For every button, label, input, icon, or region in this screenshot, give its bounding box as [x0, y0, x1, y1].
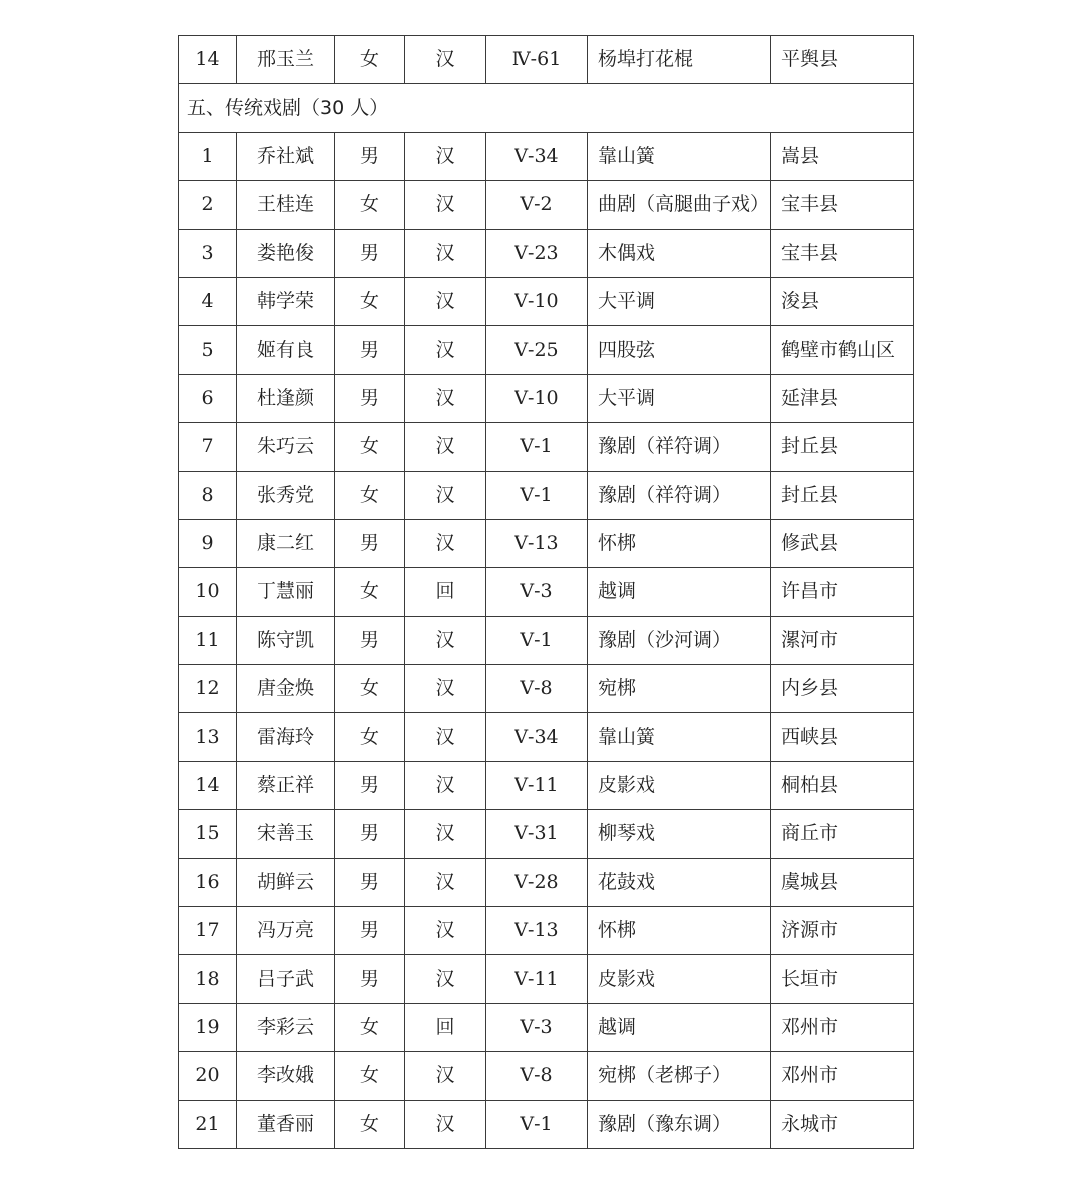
- cell-code: Ⅴ-10: [486, 277, 588, 325]
- cell-code: Ⅴ-13: [486, 907, 588, 955]
- cell-project: 花鼓戏: [588, 858, 771, 906]
- section-row: [179, 84, 914, 132]
- cell-project: 靠山簧: [588, 713, 771, 761]
- cell-gender: 女: [335, 713, 405, 761]
- cell-no: 13: [179, 713, 237, 761]
- cell-project: 越调: [588, 1003, 771, 1051]
- cell-name: 李彩云: [237, 1003, 335, 1051]
- cell-ethnicity: 汉: [405, 277, 486, 325]
- table-row: [179, 858, 914, 906]
- cell-project: 大平调: [588, 277, 771, 325]
- cell-project: 四股弦: [588, 326, 771, 374]
- cell-gender: 女: [335, 1100, 405, 1148]
- cell-project: 杨埠打花棍: [588, 36, 771, 84]
- cell-no: 19: [179, 1003, 237, 1051]
- cell-name: 娄艳俊: [237, 229, 335, 277]
- table-row: [179, 519, 914, 567]
- table-row: [179, 955, 914, 1003]
- cell-gender: 男: [335, 955, 405, 1003]
- cell-ethnicity: 汉: [405, 616, 486, 664]
- cell-no: 12: [179, 665, 237, 713]
- cell-gender: 女: [335, 277, 405, 325]
- cell-region: 延津县: [771, 374, 914, 422]
- cell-code: Ⅴ-2: [486, 181, 588, 229]
- table-row: [179, 1052, 914, 1100]
- cell-code: Ⅴ-8: [486, 665, 588, 713]
- cell-gender: 男: [335, 907, 405, 955]
- cell-no: 20: [179, 1052, 237, 1100]
- cell-gender: 女: [335, 423, 405, 471]
- cell-region: 宝丰县: [771, 229, 914, 277]
- table-row: [179, 471, 914, 519]
- cell-ethnicity: 汉: [405, 132, 486, 180]
- cell-project: 宛梆: [588, 665, 771, 713]
- cell-ethnicity: 汉: [405, 229, 486, 277]
- table-row: [179, 1100, 914, 1148]
- cell-no: 3: [179, 229, 237, 277]
- table-row: [179, 1003, 914, 1051]
- cell-gender: 男: [335, 810, 405, 858]
- cell-gender: 女: [335, 471, 405, 519]
- cell-name: 雷海玲: [237, 713, 335, 761]
- cell-region: 商丘市: [771, 810, 914, 858]
- cell-region: 修武县: [771, 519, 914, 567]
- cell-name: 乔社斌: [237, 132, 335, 180]
- cell-ethnicity: 汉: [405, 761, 486, 809]
- cell-gender: 男: [335, 761, 405, 809]
- cell-name: 丁慧丽: [237, 568, 335, 616]
- cell-ethnicity: 汉: [405, 519, 486, 567]
- cell-gender: 男: [335, 616, 405, 664]
- cell-no: 6: [179, 374, 237, 422]
- cell-region: 封丘县: [771, 471, 914, 519]
- cell-gender: 女: [335, 1052, 405, 1100]
- cell-no: 8: [179, 471, 237, 519]
- table-row: [179, 181, 914, 229]
- cell-ethnicity: 汉: [405, 326, 486, 374]
- cell-name: 王桂连: [237, 181, 335, 229]
- cell-code: Ⅳ-61: [486, 36, 588, 84]
- cell-project: 曲剧（高腿曲子戏）: [588, 181, 771, 229]
- cell-gender: 男: [335, 132, 405, 180]
- cell-project: 豫剧（祥符调）: [588, 471, 771, 519]
- cell-gender: 女: [335, 665, 405, 713]
- cell-name: 宋善玉: [237, 810, 335, 858]
- cell-ethnicity: 汉: [405, 810, 486, 858]
- cell-code: Ⅴ-31: [486, 810, 588, 858]
- cell-region: 嵩县: [771, 132, 914, 180]
- cell-ethnicity: 汉: [405, 858, 486, 906]
- cell-ethnicity: 汉: [405, 36, 486, 84]
- cell-no: 14: [179, 761, 237, 809]
- cell-region: 桐柏县: [771, 761, 914, 809]
- cell-ethnicity: 汉: [405, 423, 486, 471]
- cell-project: 豫剧（豫东调）: [588, 1100, 771, 1148]
- cell-code: Ⅴ-34: [486, 713, 588, 761]
- cell-name: 韩学荣: [237, 277, 335, 325]
- cell-no: 1: [179, 132, 237, 180]
- cell-name: 康二红: [237, 519, 335, 567]
- table-row: [179, 229, 914, 277]
- cell-region: 济源市: [771, 907, 914, 955]
- table-body: [179, 36, 914, 1149]
- cell-name: 冯万亮: [237, 907, 335, 955]
- cell-no: 5: [179, 326, 237, 374]
- cell-region: 浚县: [771, 277, 914, 325]
- cell-no: 11: [179, 616, 237, 664]
- cell-project: 宛梆（老梆子）: [588, 1052, 771, 1100]
- cell-project: 柳琴戏: [588, 810, 771, 858]
- cell-region: 邓州市: [771, 1003, 914, 1051]
- cell-ethnicity: 回: [405, 1003, 486, 1051]
- cell-name: 李改娥: [237, 1052, 335, 1100]
- cell-gender: 男: [335, 858, 405, 906]
- table-row: [179, 761, 914, 809]
- section-title: 五、传统戏剧（30 人）: [179, 84, 914, 132]
- cell-region: 漯河市: [771, 616, 914, 664]
- cell-ethnicity: 汉: [405, 374, 486, 422]
- table-row: [179, 665, 914, 713]
- cell-name: 陈守凯: [237, 616, 335, 664]
- inheritor-table: [178, 35, 914, 1149]
- table-row: [179, 132, 914, 180]
- cell-no: 14: [179, 36, 237, 84]
- cell-project: 怀梆: [588, 519, 771, 567]
- cell-name: 董香丽: [237, 1100, 335, 1148]
- cell-name: 杜逢颜: [237, 374, 335, 422]
- cell-code: Ⅴ-1: [486, 423, 588, 471]
- cell-project: 皮影戏: [588, 761, 771, 809]
- cell-ethnicity: 回: [405, 568, 486, 616]
- cell-code: Ⅴ-28: [486, 858, 588, 906]
- cell-project: 豫剧（祥符调）: [588, 423, 771, 471]
- cell-project: 靠山簧: [588, 132, 771, 180]
- cell-no: 2: [179, 181, 237, 229]
- cell-gender: 男: [335, 326, 405, 374]
- cell-gender: 男: [335, 519, 405, 567]
- cell-ethnicity: 汉: [405, 955, 486, 1003]
- cell-region: 封丘县: [771, 423, 914, 471]
- cell-gender: 女: [335, 1003, 405, 1051]
- cell-name: 吕子武: [237, 955, 335, 1003]
- cell-ethnicity: 汉: [405, 907, 486, 955]
- cell-region: 宝丰县: [771, 181, 914, 229]
- cell-project: 木偶戏: [588, 229, 771, 277]
- cell-project: 越调: [588, 568, 771, 616]
- cell-code: Ⅴ-11: [486, 761, 588, 809]
- cell-region: 许昌市: [771, 568, 914, 616]
- cell-region: 虞城县: [771, 858, 914, 906]
- cell-code: Ⅴ-1: [486, 1100, 588, 1148]
- cell-name: 蔡正祥: [237, 761, 335, 809]
- cell-ethnicity: 汉: [405, 181, 486, 229]
- cell-gender: 男: [335, 229, 405, 277]
- cell-ethnicity: 汉: [405, 471, 486, 519]
- cell-code: Ⅴ-11: [486, 955, 588, 1003]
- cell-region: 内乡县: [771, 665, 914, 713]
- table-row: [179, 616, 914, 664]
- cell-region: 西峡县: [771, 713, 914, 761]
- cell-no: 16: [179, 858, 237, 906]
- table-row: [179, 423, 914, 471]
- cell-code: Ⅴ-25: [486, 326, 588, 374]
- cell-no: 21: [179, 1100, 237, 1148]
- cell-gender: 女: [335, 181, 405, 229]
- cell-name: 胡鲜云: [237, 858, 335, 906]
- cell-no: 4: [179, 277, 237, 325]
- cell-name: 朱巧云: [237, 423, 335, 471]
- cell-region: 平舆县: [771, 36, 914, 84]
- cell-region: 长垣市: [771, 955, 914, 1003]
- cell-ethnicity: 汉: [405, 665, 486, 713]
- cell-code: Ⅴ-10: [486, 374, 588, 422]
- table-row: [179, 36, 914, 84]
- cell-gender: 女: [335, 568, 405, 616]
- cell-ethnicity: 汉: [405, 713, 486, 761]
- table-row: [179, 810, 914, 858]
- table-row: [179, 374, 914, 422]
- table-row: [179, 277, 914, 325]
- cell-gender: 女: [335, 36, 405, 84]
- cell-code: Ⅴ-34: [486, 132, 588, 180]
- cell-region: 永城市: [771, 1100, 914, 1148]
- table-row: [179, 326, 914, 374]
- cell-no: 18: [179, 955, 237, 1003]
- table-row: [179, 907, 914, 955]
- cell-code: Ⅴ-8: [486, 1052, 588, 1100]
- cell-project: 豫剧（沙河调）: [588, 616, 771, 664]
- cell-code: Ⅴ-3: [486, 568, 588, 616]
- cell-project: 怀梆: [588, 907, 771, 955]
- cell-region: 邓州市: [771, 1052, 914, 1100]
- cell-name: 姬有良: [237, 326, 335, 374]
- cell-no: 15: [179, 810, 237, 858]
- table-row: [179, 568, 914, 616]
- cell-code: Ⅴ-13: [486, 519, 588, 567]
- cell-ethnicity: 汉: [405, 1100, 486, 1148]
- cell-name: 邢玉兰: [237, 36, 335, 84]
- cell-no: 9: [179, 519, 237, 567]
- cell-code: Ⅴ-1: [486, 471, 588, 519]
- cell-code: Ⅴ-3: [486, 1003, 588, 1051]
- cell-no: 17: [179, 907, 237, 955]
- cell-code: Ⅴ-23: [486, 229, 588, 277]
- cell-no: 10: [179, 568, 237, 616]
- cell-gender: 男: [335, 374, 405, 422]
- table-row: [179, 713, 914, 761]
- cell-name: 唐金焕: [237, 665, 335, 713]
- cell-ethnicity: 汉: [405, 1052, 486, 1100]
- cell-project: 皮影戏: [588, 955, 771, 1003]
- cell-project: 大平调: [588, 374, 771, 422]
- cell-name: 张秀党: [237, 471, 335, 519]
- cell-region: 鹤壁市鹤山区: [771, 326, 914, 374]
- cell-no: 7: [179, 423, 237, 471]
- cell-code: Ⅴ-1: [486, 616, 588, 664]
